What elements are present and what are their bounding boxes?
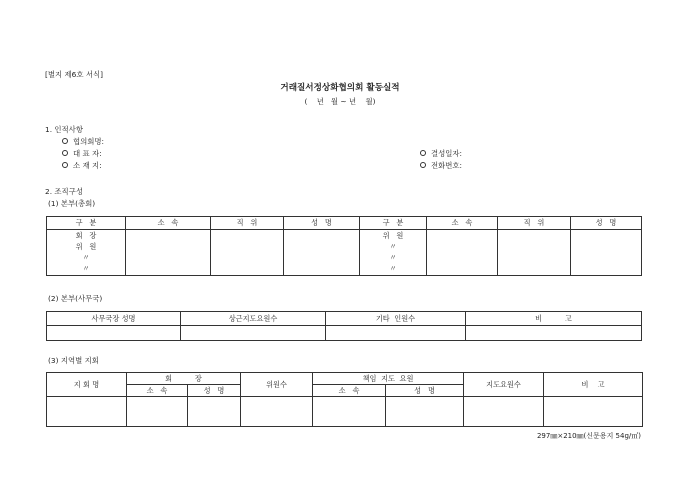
name-cell[interactable]	[284, 230, 360, 276]
document-title: 거래질서정상화협의회 활동실적	[280, 83, 400, 93]
section1-heading: 1. 인적사항	[45, 125, 83, 134]
circle-bullet-icon	[420, 162, 426, 168]
role-ditto: 〃	[389, 264, 397, 273]
sub2-heading: (2) 본부(사무국)	[48, 294, 103, 303]
position-cell[interactable]	[498, 230, 571, 276]
circle-bullet-icon	[62, 150, 68, 156]
name-cell[interactable]	[571, 230, 642, 276]
period: ( 년 월 ~ 년 월)	[304, 97, 376, 106]
remarks-cell[interactable]	[544, 397, 643, 427]
col-header-guide-affiliation: 소 속	[313, 385, 386, 397]
col-header: 구 분	[47, 217, 126, 230]
circle-bullet-icon	[62, 162, 68, 168]
guide-name-cell[interactable]	[386, 397, 464, 427]
col-header: 직 위	[498, 217, 571, 230]
sub1-heading: (1) 본부(총회)	[48, 199, 96, 208]
col-header: 구 분	[360, 217, 427, 230]
affiliation-cell[interactable]	[427, 230, 498, 276]
role-ditto: 〃	[389, 242, 397, 251]
affiliation-cell[interactable]	[126, 230, 211, 276]
col-header: 성 명	[284, 217, 360, 230]
section2-heading: 2. 조직구성	[45, 187, 83, 196]
headquarters-secretariat-table	[46, 311, 642, 341]
col-header-chair-name: 성 명	[188, 385, 241, 397]
col-header: 직 위	[211, 217, 284, 230]
circle-bullet-icon	[62, 138, 68, 144]
col-header: 소 속	[126, 217, 211, 230]
other-count-cell[interactable]	[326, 326, 466, 341]
chair-name-cell[interactable]	[188, 397, 241, 427]
col-header-guide-name: 성 명	[386, 385, 464, 397]
col-header-guide-lead: 책임 지도 요원	[313, 373, 464, 385]
remarks-cell[interactable]	[466, 326, 642, 341]
role-ditto: 〃	[82, 253, 90, 262]
position-cell[interactable]	[211, 230, 284, 276]
info-item-association: 협의회명:	[62, 138, 104, 146]
col-header: 비 고	[466, 312, 642, 326]
col-header-branch-name: 지 회 명	[47, 373, 127, 397]
col-header-members: 위원수	[241, 373, 313, 397]
col-header-guide-count: 지도요원수	[464, 373, 544, 397]
col-header: 성 명	[571, 217, 642, 230]
col-header: 사무국장 성명	[47, 312, 181, 326]
col-header: 소 속	[427, 217, 498, 230]
col-header-chair-affiliation: 소 속	[127, 385, 188, 397]
role-chair: 회 장	[75, 231, 97, 240]
role-ditto: 〃	[389, 253, 397, 262]
regional-branch-table	[46, 372, 643, 427]
sub3-heading: (3) 지역별 지회	[48, 356, 99, 365]
col-header: 기타 인원수	[326, 312, 466, 326]
branch-name-cell[interactable]	[47, 397, 127, 427]
left-roles-cell	[47, 230, 126, 276]
info-item-founding-date: 결성일자:	[420, 150, 462, 158]
role-member: 위 원	[382, 231, 404, 240]
col-header: 상근지도요원수	[181, 312, 326, 326]
info-item-location: 소 재 지:	[62, 162, 102, 170]
members-cell[interactable]	[241, 397, 313, 427]
paper-spec-footer: 297㎜×210㎜(신문용지 54g/㎡)	[536, 432, 641, 440]
info-item-representative: 대 표 자:	[62, 150, 102, 158]
role-ditto: 〃	[82, 264, 90, 273]
info-item-phone: 전화번호:	[420, 162, 462, 170]
role-member: 위 원	[75, 242, 97, 251]
guide-affiliation-cell[interactable]	[313, 397, 386, 427]
col-header-remarks: 비 고	[544, 373, 643, 397]
guide-count-cell[interactable]	[464, 397, 544, 427]
form-number: [별지 제6호 서식]	[45, 70, 104, 79]
chair-affiliation-cell[interactable]	[127, 397, 188, 427]
secretary-name-cell[interactable]	[47, 326, 181, 341]
right-roles-cell	[360, 230, 427, 276]
circle-bullet-icon	[420, 150, 426, 156]
headquarters-general-table	[46, 216, 642, 276]
staff-count-cell[interactable]	[181, 326, 326, 341]
col-header-chair: 회 장	[127, 373, 241, 385]
